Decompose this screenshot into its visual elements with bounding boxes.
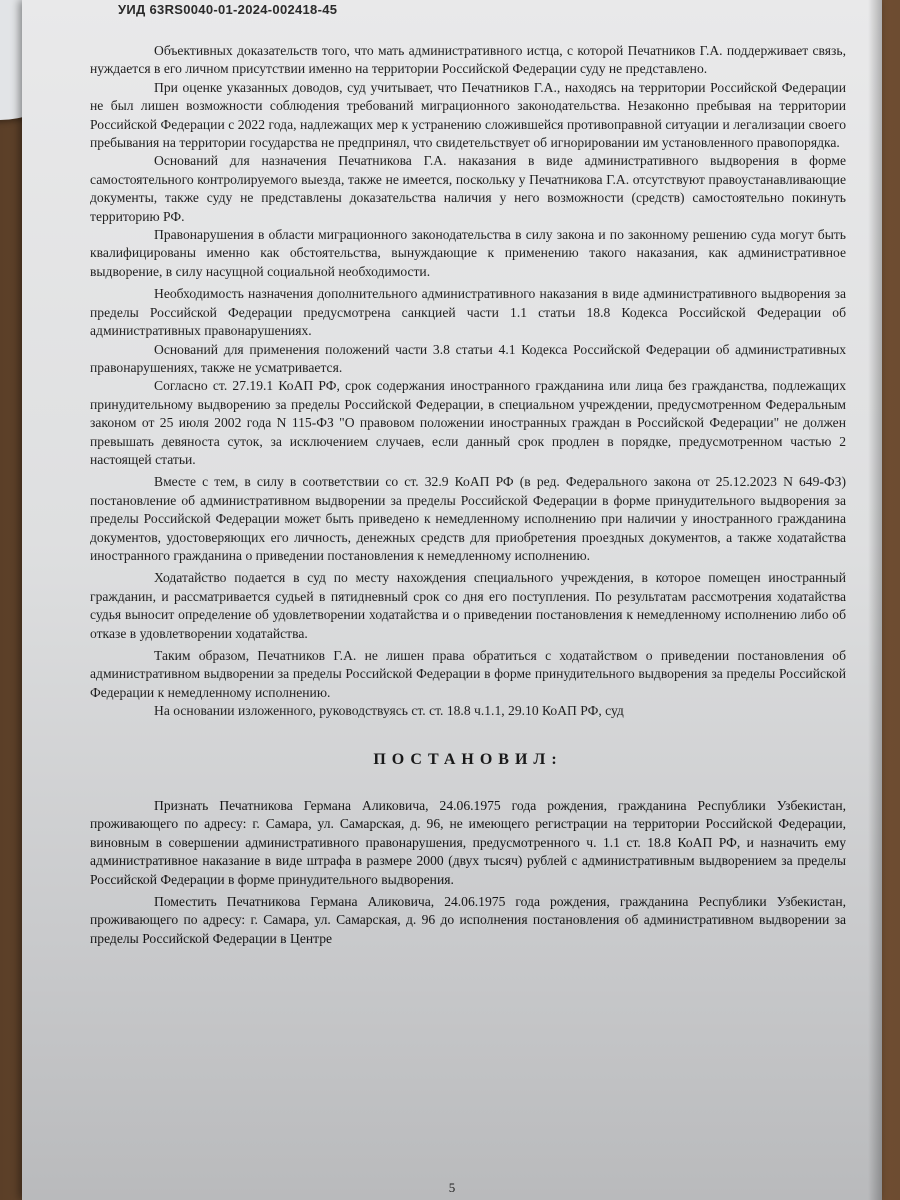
paragraph-mother-evidence: Объективных доказательств того, что мать административного истца, с которой Печатников Г.А. поддерживает связь, нуждается в его личном присутствии именно на территории Российской Федерации суду не представлено. bbox=[90, 43, 846, 77]
paragraph-no-grounds-4-1: Оснований для применения положений части 3.8 статьи 4.1 Кодекса Российской Федерации об административных правонарушениях, также не усматривается. bbox=[90, 341, 846, 375]
paragraph-additional-penalty: Необходимость назначения дополнительного административного наказания в виде административного выдворения за пределы Российской Федерации предусмотрена санкцией части 1.1 статьи 18.8 Кодекса Российской Федерации об административных правонарушениях. bbox=[90, 286, 846, 339]
paragraph-migration-offenses: Правонарушения в области миграционного законодательства в силу закона и по законному решению суда могут быть квалифицированы именно как обстоятельства, вынуждающие к применению такого наказания, как административное выдворение, в силу насущной социальной необходимости. bbox=[90, 227, 846, 279]
paragraph-no-self-departure: Оснований для назначения Печатникова Г.А. наказания в виде административного выдворения в форме самостоятельного контролируемого выезда, также не имеется, поскольку у Печатникова Г.А. отсутствуют правоустанавливающие документы, также суду не представлены доказательства наличия у него возможности (средств) самостоятельно покинуть территорию РФ. bbox=[90, 153, 846, 224]
page-number: 5 bbox=[448, 1180, 456, 1195]
document-body bbox=[90, 42, 846, 948]
document-page bbox=[22, 0, 882, 1200]
paragraph-legal-basis: На основании изложенного, руководствуясь ст. ст. 18.8 ч.1.1, 29.10 КоАП РФ, суд bbox=[154, 703, 624, 719]
case-identifier: УИД 63RS0040-01-2024-002418-45 bbox=[118, 2, 338, 17]
ruling-heading: ПОСТАНОВИЛ: bbox=[373, 750, 563, 768]
paragraph-petition-procedure: Ходатайство подается в суд по месту нахождения специального учреждения, в которое помещен иностранный гражданин, и рассматривается судьей в пятидневный срок со дня его поступления. По результатам рассмотрения ходатайства судья выносит определение об удовлетворении ходатайства и о приведении постановления к немедленному исполнению либо об отказе в удовлетворении ходатайства. bbox=[90, 570, 846, 641]
paragraph-detention-term: Согласно ст. 27.19.1 КоАП РФ, срок содержания иностранного гражданина или лица без гражданства, подлежащих принудительному выдворению за пределы Российской Федерации, в специальном учреждении, предусмотренном Федеральным законом от 25 июля 2002 года N 115-ФЗ "О правовом положении иностранных граждан в Российской Федерации" не должен превышать девяноста суток, за исключением случаев, если данный срок продлен в порядке, предусмотренном частью 2 настоящей статьи. bbox=[90, 378, 846, 467]
ruling-paragraph-placement: Поместить Печатникова Германа Аликовича, 24.06.1975 года рождения, гражданина Республики Узбекистан, проживающего по адресу: г. Самара, ул. Самарская, д. 96 до исполнения постановления об административном выдворении за пределы Российской Федерации в Центре bbox=[90, 894, 846, 946]
ruling-paragraph-guilty: Признать Печатникова Германа Аликовича, 24.06.1975 года рождения, гражданина Республики Узбекистан, проживающего по адресу: г. Самара, ул. Самарская, д. 96, не имеющего регистрации на территории Российской Федерации, виновным в совершении административного правонарушения, предусмотренного ч. 1.1 ст. 18.8 КоАП РФ, и назначить ему административное наказание в виде штрафа в размере 2000 (двух тысяч) рублей с административным выдворением за пределы Российской Федерации в форме принудительного выдворения. bbox=[90, 798, 846, 887]
paragraph-immediate-execution: Вместе с тем, в силу в соответствии со ст. 32.9 КоАП РФ (в ред. Федерального закона от 25.12.2023 N 649-ФЗ) постановление об административном выдворении за пределы Российской Федерации в форме принудительного выдворения за пределы Российской Федерации может быть приведено к немедленному исполнению при наличии у иностранного гражданина документов, удостоверяющих его личность, денежных средств для приобретения проездных документов, а также ходатайства иностранного гражданина о приведении постановления к немедленному исполнению. bbox=[90, 474, 846, 563]
paragraph-right-to-petition: Таким образом, Печатников Г.А. не лишен права обратиться с ходатайством о приведении постановления об административном выдворении за пределы Российской Федерации в форме принудительного выдворения за пределы Российской Федерации к немедленному исполнению. bbox=[90, 648, 846, 700]
page-shadow-edge bbox=[868, 0, 882, 1200]
paragraph-court-assessment: При оценке указанных доводов, суд учитывает, что Печатников Г.А., находясь на территории Российской Федерации не был лишен возможности соблюдения требований миграционного законодательства. Незаконно пребывая на территории Российской Федерации с 2022 года, надлежащих мер к устранению сложившейся противоправной ситуации и легализации своего пребывания на территории государства не предпринял, что свидетельствует об игнорировании им установленного правопорядка. bbox=[90, 79, 846, 151]
